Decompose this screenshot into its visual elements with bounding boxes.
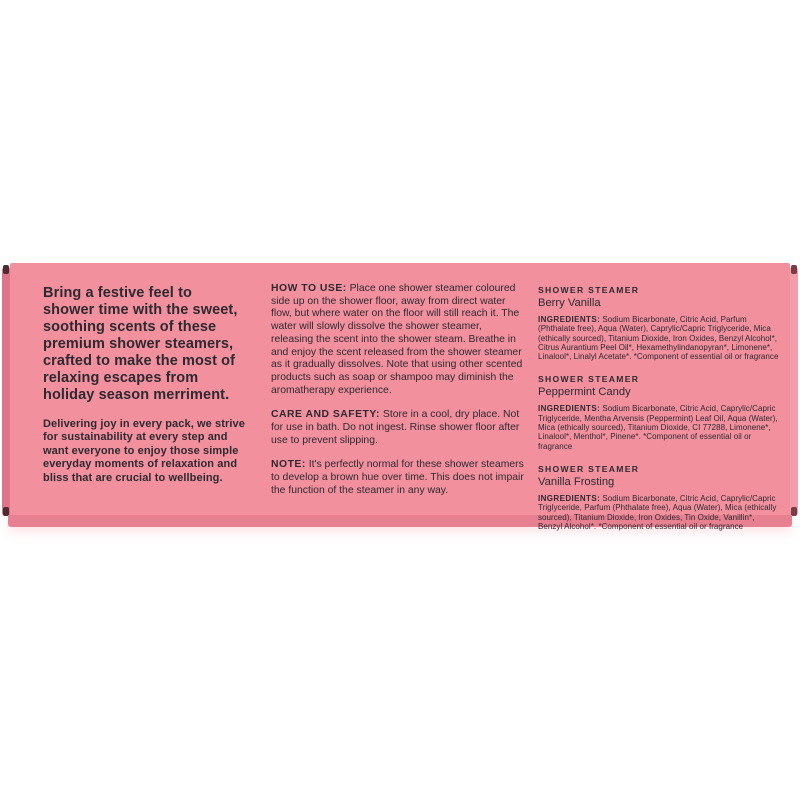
variant-heading: SHOWER STEAMER — [538, 374, 640, 385]
variant-name: Peppermint Candy — [538, 386, 631, 399]
package-back-panel — [2, 263, 798, 531]
note-label: NOTE: — [271, 459, 306, 471]
ingredients-text: Sodium Bicarbonate, Citric Acid, Parfum (Phthalate free), Aqua (Water), Caprylic/Capric Triglyceride, Mica (ethically sourced), Titanium Dioxide, Iron Oxides, Benzyl Alcohol*, Citrus Aurantium Peel Oil*, Hexamethylindanopyran*, Limonene*, Linalool*, Linalyl Acetate*. *Component of essential oil or fragrance — [538, 315, 779, 362]
how-to-use-label: HOW TO USE: — [271, 283, 347, 294]
variant-block-berry-vanilla — [538, 285, 780, 361]
variant-block-peppermint-candy — [538, 374, 780, 450]
box-corner-crease — [3, 265, 9, 274]
instructions-column — [271, 283, 525, 498]
variant-ingredients — [538, 404, 780, 450]
care-safety-label: CARE AND SAFETY: — [271, 409, 381, 421]
box-face — [10, 263, 790, 531]
how-to-use-text: Place one shower steamer coloured side up on the shower floor, away from direct water flow, but where water on the floor will still reach it. The water will slowly dissolve the shower steamer, releasing the scent into the shower steam. Breathe in and enjoy the scent released from the shower steamer as it gradually dissolves. Note that using other scented products such as soap or shampoo may diminish the aromatherapy experience. — [271, 283, 523, 396]
variant-heading: SHOWER STEAMER — [538, 463, 640, 474]
intro-column — [43, 285, 247, 485]
ingredients-label: INGREDIENTS: — [538, 404, 601, 414]
ingredients-column — [538, 285, 780, 544]
ingredients-text: Sodium Bicarbonate, Citric Acid, Caprylic/Capric Triglyceride, Mentha Arvensis (Peppermint) Leaf Oil, Aqua (Water), Mica (ethically sourced), Titanium Dioxide, CI 77288, Limonene*, Linalool*, Menthol*, Pinene*. *Component of essential oil or fragrance — [538, 404, 778, 451]
variant-ingredients — [538, 494, 780, 531]
box-right-edge — [790, 268, 798, 515]
box-corner-crease — [791, 265, 797, 274]
ingredients-label: INGREDIENTS: — [538, 315, 601, 324]
care-safety-section — [271, 409, 525, 447]
variant-ingredients — [538, 315, 780, 361]
intro-sub-text: Delivering joy in every pack, we strive for sustainability at every step and want everyone to enjoy those simple everyday moments of relaxation and bliss that are crucial to wellbeing. — [43, 418, 245, 484]
ingredients-text: Sodium Bicarbonate, Citric Acid, Caprylic/Capric Triglyceride, Parfum (Phthalate free), Aqua (Water), Mica (ethically sourced), Titanium Dioxide, Iron Oxides, Tin Oxide, Vanillin*, Benzyl Alcohol*. *Component of essential oil or fragrance — [538, 493, 777, 531]
note-text: It's perfectly normal for these shower steamers to develop a brown hue over time. This does not impair the function of the steamer in any way. — [271, 459, 524, 496]
note-section — [271, 459, 525, 497]
variant-heading: SHOWER STEAMER — [538, 285, 640, 295]
how-to-use-section — [271, 283, 525, 397]
ingredients-label: INGREDIENTS: — [538, 493, 601, 503]
variant-name: Berry Vanilla — [538, 297, 601, 309]
care-safety-text: Store in a cool, dry place. Not for use in bath. Do not ingest. Rinse shower floor after use to prevent slipping. — [271, 409, 520, 446]
box-left-edge — [2, 268, 10, 515]
variant-block-vanilla-frosting — [538, 464, 780, 531]
variant-name: Vanilla Frosting — [538, 475, 615, 488]
intro-lead-text: Bring a festive feel to shower time with the sweet, soothing scents of these premium shower steamers, crafted to make the most of relaxing escapes from holiday season merriment. — [43, 285, 238, 403]
